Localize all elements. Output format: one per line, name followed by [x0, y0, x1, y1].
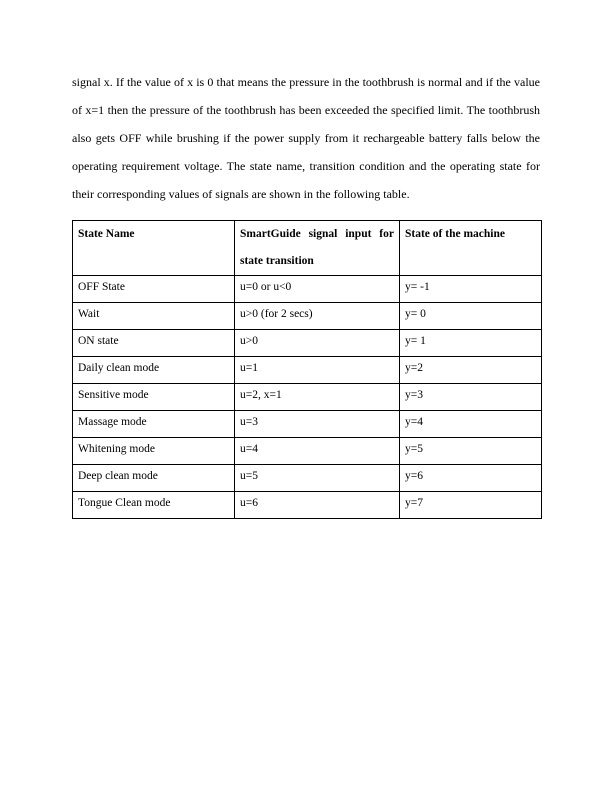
- cell-signal-input: u=2, x=1: [235, 384, 400, 411]
- header-signal-input: SmartGuide signal input for state transition: [235, 221, 400, 276]
- cell-state-name: Wait: [73, 303, 235, 330]
- state-table: [72, 220, 542, 519]
- cell-state-name: OFF State: [73, 276, 235, 303]
- cell-machine-state: y= -1: [400, 276, 542, 303]
- cell-signal-input: u>0: [235, 330, 400, 357]
- table-row: [73, 276, 542, 303]
- cell-state-name: Daily clean mode: [73, 357, 235, 384]
- cell-signal-input: u>0 (for 2 secs): [235, 303, 400, 330]
- cell-machine-state: y=2: [400, 357, 542, 384]
- cell-signal-input: u=3: [235, 411, 400, 438]
- document-page: [72, 68, 540, 519]
- cell-state-name: Massage mode: [73, 411, 235, 438]
- cell-state-name: Whitening mode: [73, 438, 235, 465]
- table-row: [73, 357, 542, 384]
- cell-machine-state: y= 0: [400, 303, 542, 330]
- cell-machine-state: y=5: [400, 438, 542, 465]
- cell-state-name: Sensitive mode: [73, 384, 235, 411]
- cell-signal-input: u=5: [235, 465, 400, 492]
- table-header-row: [73, 221, 542, 276]
- cell-state-name: Tongue Clean mode: [73, 492, 235, 519]
- cell-signal-input: u=4: [235, 438, 400, 465]
- table-row: [73, 411, 542, 438]
- cell-machine-state: y= 1: [400, 330, 542, 357]
- cell-state-name: ON state: [73, 330, 235, 357]
- table-row: [73, 330, 542, 357]
- cell-machine-state: y=6: [400, 465, 542, 492]
- table-row: [73, 465, 542, 492]
- cell-signal-input: u=6: [235, 492, 400, 519]
- table-row: [73, 384, 542, 411]
- cell-machine-state: y=7: [400, 492, 542, 519]
- header-machine-state: State of the machine: [400, 221, 542, 276]
- table-row: [73, 303, 542, 330]
- cell-signal-input: u=1: [235, 357, 400, 384]
- cell-signal-input: u=0 or u<0: [235, 276, 400, 303]
- cell-machine-state: y=4: [400, 411, 542, 438]
- table-row: [73, 438, 542, 465]
- body-paragraph: signal x. If the value of x is 0 that means the pressure in the toothbrush is normal and if the value of x=1 then the pressure of the toothbrush has been exceeded the specified limit. The toothbrush also gets OFF while brushing if the power supply from it rechargeable battery falls below the operating requirement voltage. The state name, transition condition and the operating state for their corresponding values of signals are shown in the following table.: [72, 75, 540, 201]
- cell-state-name: Deep clean mode: [73, 465, 235, 492]
- header-state-name: State Name: [73, 221, 235, 276]
- table-row: [73, 492, 542, 519]
- cell-machine-state: y=3: [400, 384, 542, 411]
